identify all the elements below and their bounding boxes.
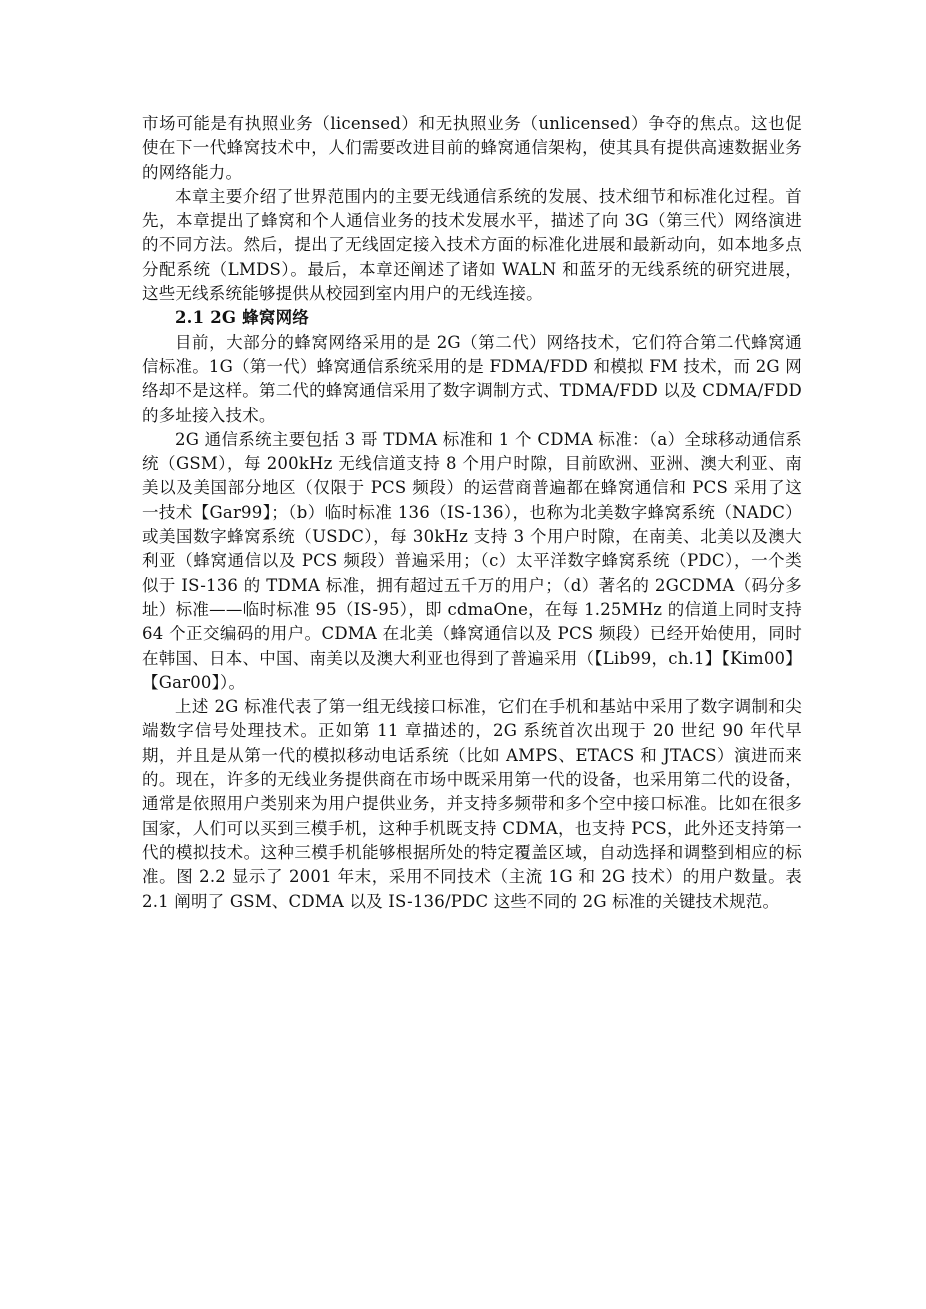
paragraph-2g-overview: 目前，大部分的蜂窝网络采用的是 2G（第二代）网络技术，它们符合第二代蜂窝通信标准。1G（第一代）蜂窝通信系统采用的是 FDMA/FDD 和模拟 FM 技术，而 2G 网络却不是这样。第二代的蜂窝通信采用了数字调制方式、TDMA/FDD 以及 CDMA/FDD 的多址接入技术。 <box>142 332 802 425</box>
document-page <box>142 112 802 914</box>
paragraph-2g-deployment: 上述 2G 标准代表了第一组无线接口标准，它们在手机和基站中采用了数字调制和尖端数字信号处理技术。正如第 11 章描述的，2G 系统首次出现于 20 世纪 90 年代早期，并且是从第一代的模拟移动电话系统（比如 AMPS、ETACS 和 JTACS）演进而来的。现在，许多的无线业务提供商在市场中既采用第一代的设备，也采用第二代的设备，通常是依照用户类别来为用户提供业务，并支持多频带和多个空中接口标准。比如在很多国家，人们可以买到三模手机，这种手机既支持 CDMA，也支持 PCS，此外还支持第一代的模拟技术。这种三模手机能够根据所处的特定覆盖区域，自动选择和调整到相应的标准。图 2.2 显示了 2001 年末，采用不同技术（主流 1G 和 2G 技术）的用户数量。表 2.1 阐明了 GSM、CDMA 以及 IS-136/PDC 这些不同的 2G 标准的关键技术规范。 <box>142 697 802 911</box>
section-heading: 2.1 2G 蜂窝网络 <box>175 308 309 328</box>
paragraph-chapter-intro: 本章主要介绍了世界范围内的主要无线通信系统的发展、技术细节和标准化过程。首先，本章提出了蜂窝和个人通信业务的技术发展水平，描述了向 3G（第三代）网络演进的不同方法。然后，提出了无线固定接入技术方面的标准化进展和最新动向，如本地多点分配系统（LMDS）。最后，本章还阐述了诸如 WALN 和蓝牙的无线系统的研究进展，这些无线系统能够提供从校园到室内用户的无线连接。 <box>142 186 802 304</box>
paragraph-2g-standards: 2G 通信系统主要包括 3 哥 TDMA 标准和 1 个 CDMA 标准：（a）全球移动通信系统（GSM），每 200kHz 无线信道支持 8 个用户时隙，目前欧洲、亚洲、澳大利亚、南美以及美国部分地区（仅限于 PCS 频段）的运营商普遍都在蜂窝通信和 PCS 采用了这一技术【Gar99】；（b）临时标准 136（IS-136），也称为北美数字蜂窝系统（NADC）或美国数字蜂窝系统（USDC），每 30kHz 支持 3 个用户时隙，在南美、北美以及澳大利亚（蜂窝通信以及 PCS 频段）普遍采用；（c）太平洋数字蜂窝系统（PDC），一个类似于 IS-136 的 TDMA 标准，拥有超过五千万的用户；（d）著名的 2GCDMA（码分多址）标准——临时标准 95（IS-95），即 cdmaOne，在每 1.25MHz 的信道上同时支持 64 个正交编码的用户。CDMA 在北美（蜂窝通信以及 PCS 频段）已经开始使用，同时在韩国、日本、中国、南美以及澳大利亚也得到了普遍采用（【Lib99，ch.1】【Kim00】【Gar00】）。 <box>142 429 802 692</box>
paragraph-continuation: 市场可能是有执照业务（licensed）和无执照业务（unlicensed）争夺的焦点。这也促使在下一代蜂窝技术中，人们需要改进目前的蜂窝通信架构，使其具有提供高速数据业务的网络能力。 <box>142 114 802 182</box>
